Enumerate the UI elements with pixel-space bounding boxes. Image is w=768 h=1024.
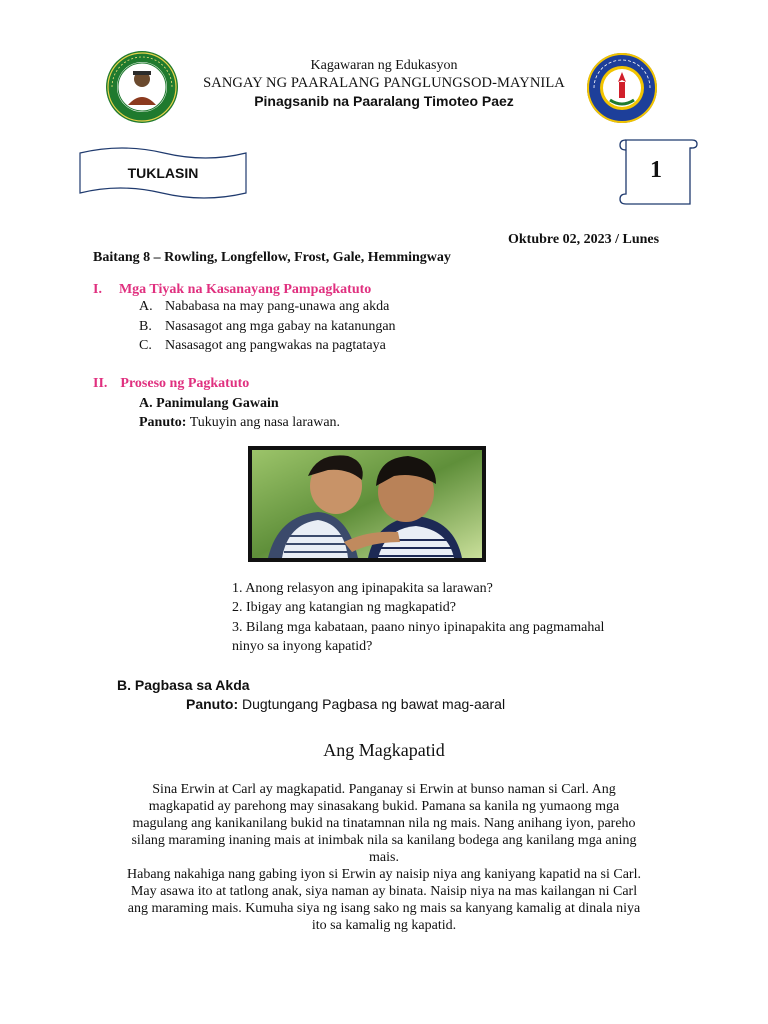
instruction-label: Panuto: bbox=[139, 415, 187, 430]
item-letter: A. bbox=[139, 299, 153, 314]
header-division: SANGAY NG PAARALANG PANGLUNGSOD-MAYNILA bbox=[203, 75, 565, 91]
story-line: silang maraming inaning mais at inimbak nila sa kanilang bodega ang kanilang mga aning bbox=[131, 833, 637, 848]
lesson-date: Oktubre 02, 2023 / Lunes bbox=[508, 232, 660, 247]
grade-sections: Baitang 8 – Rowling, Longfellow, Frost, Gale, Hemmingway bbox=[93, 250, 451, 265]
section-numeral: I. bbox=[93, 282, 102, 297]
section-process-heading bbox=[93, 376, 249, 392]
objective-item bbox=[139, 338, 386, 354]
subsection-b-heading: B. Pagbasa sa Akda bbox=[117, 677, 250, 693]
item-text: Nababasa na may pang-unawa ang akda bbox=[165, 299, 390, 314]
school-seal-logo bbox=[104, 49, 180, 125]
item-text: Nasasagot ang pangwakas na pagtataya bbox=[165, 338, 386, 353]
banner-label: TUKLASIN bbox=[127, 165, 199, 181]
subsection-a-heading: A. Panimulang Gawain bbox=[139, 396, 279, 411]
guide-question-continued: ninyo sa inyong kapatid? bbox=[232, 639, 373, 654]
story-title: Ang Magkapatid bbox=[323, 740, 445, 760]
section-objectives-heading bbox=[93, 282, 371, 298]
instruction-a bbox=[139, 415, 340, 431]
lesson-day-number: 1 bbox=[650, 157, 662, 183]
objective-item bbox=[139, 319, 396, 335]
instruction-text: Tukuyin ang nasa larawan. bbox=[189, 415, 341, 430]
instruction-text: Dugtungang Pagbasa ng bawat mag-aaral bbox=[242, 696, 506, 712]
guide-question: 1. Anong relasyon ang ipinapakita sa larawan? bbox=[232, 581, 493, 596]
item-letter: C. bbox=[139, 338, 152, 353]
guide-question: 2. Ibigay ang katangian ng magkapatid? bbox=[232, 600, 456, 615]
story-line: Habang nakahiga nang gabing iyon si Erwin ay naisip niya ang kaniyang kapatid na si Carl. bbox=[127, 867, 641, 882]
story-line: magulang ang kanikanilang bukid na tinatamnan nila ng mais. Nang anihang iyon, pareho bbox=[132, 816, 636, 831]
story-line: magkapatid ay parehong may sinasakang bukid. Pamana sa kanila ng yumaong mga bbox=[148, 799, 620, 814]
story-line: ang maraming mais. Kumuha siya ng isang sako ng mais sa kanyang kamalig at dinala niya bbox=[127, 901, 641, 916]
header-department: Kagawaran ng Edukasyon bbox=[310, 58, 458, 73]
story-line: Sina Erwin at Carl ay magkapatid. Panganay si Erwin at bunso naman si Carl. Ang bbox=[152, 782, 616, 797]
story-line: mais. bbox=[369, 850, 399, 865]
instruction-b bbox=[186, 696, 505, 712]
objective-item bbox=[139, 299, 389, 315]
division-logo bbox=[586, 52, 658, 124]
section-title: Mga Tiyak na Kasanayang Pampagkatuto bbox=[118, 282, 372, 297]
header-school: Pinagsanib na Paaralang Timoteo Paez bbox=[254, 93, 514, 109]
story-line: May asawa ito at tatlong anak, siya naman ay binata. Naisip niya na mas kailangan ni Carl bbox=[130, 884, 638, 899]
section-title: Proseso ng Pagkatuto bbox=[120, 376, 250, 391]
instruction-label: Panuto: bbox=[186, 696, 239, 712]
siblings-photo bbox=[248, 446, 486, 562]
guide-question: 3. Bilang mga kabataan, paano ninyo ipinapakita ang pagmamahal bbox=[232, 620, 605, 635]
item-text: Nasasagot ang mga gabay na katanungan bbox=[165, 319, 396, 334]
item-letter: B. bbox=[139, 319, 152, 334]
section-numeral: II. bbox=[93, 376, 108, 391]
story-line: ito sa kamalig ng kapatid. bbox=[311, 918, 457, 933]
